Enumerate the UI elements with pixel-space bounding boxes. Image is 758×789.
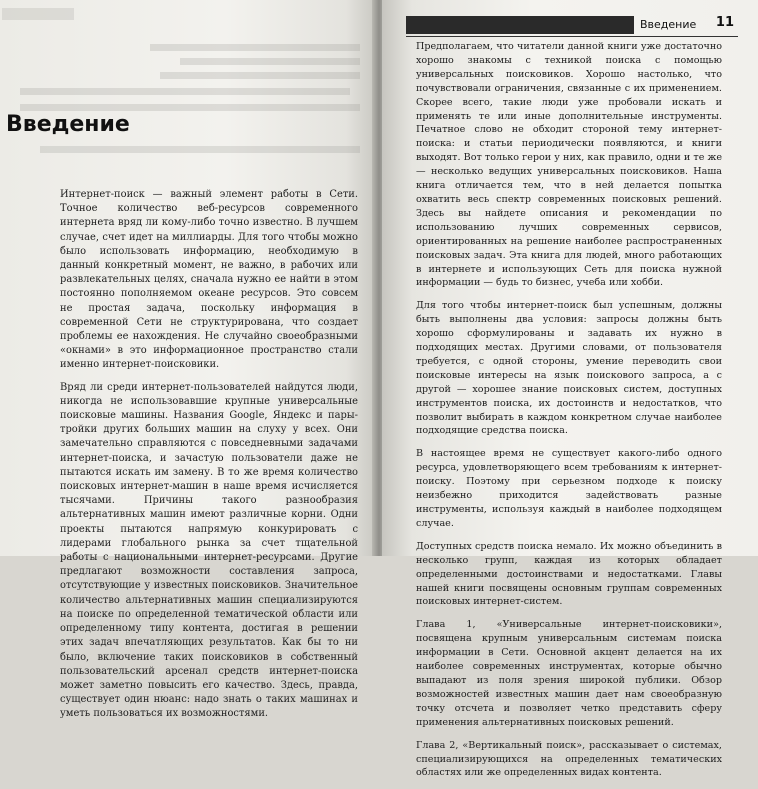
paragraph: В настоящее время не существует какого-либо одного ресурса, удовлетворяющего всем требованиям к интернет-поиску. Поэтому при серьезном подходе к поиску неизбежно приходится задействовать разные инструменты, используя каждый в наиболее подходящем случае.: [416, 448, 722, 529]
paragraph: Интернет-поиск — важный элемент работы в Сети. Точное количество веб-ресурсов современного интернета вряд ли кому-либо точно известно. В лучшем случае, счет идет на миллиарды. Для того чтобы можно было использовать информацию, необходимую в данный конкретный момент, не важно, в рабочих или развлекательных целях, сначала нужно ее найти в этом постоянно пополняемом океане ресурсов. Это совсем не простая задача, поскольку информация в современной Сети не структурирована, что создает проблемы ее нахождения. Не случайно своеобразными «окнами» в это информационное пространство стали именно интернет-поисковики.: [60, 189, 358, 371]
running-head-title: Введение: [640, 18, 697, 31]
left-page: [0, 0, 376, 720]
right-body-text: [416, 40, 722, 789]
running-head: [406, 14, 738, 37]
right-page: [382, 0, 758, 779]
paragraph: Вряд ли среди интернет-пользователей найдутся люди, никогда не использовавшие крупные универсальные поисковые машины. Названия Google, Яндекс и пары-тройки других больших машин на слуху у всех. Они замечательно справляются с повседневными задачами интернет-поиска, и зачастую пользователи даже не пытаются искать им замену. В то же время количество поисковых интернет-машин в наше время исчисляется тысячами. Причины такого разнообразия альтернативных машин имеют различные корни. Одни проекты пытаются напрямую конкурировать с лидерами глобального рынка за счет тщательной работы с национальными интернет-ресурсами. Другие предлагают возможности составления запроса, отсутствующие у известных поисковиков. Значительное количество альтернативных машин специализируются на поиске по определенной тематической области или определенному типу контента, достигая в решении этих задач впечатляющих результатов. Как бы то ни было, включение таких поисковиков в собственный пользовательский арсенал средств интернет-поиска может заметно повысить его качество. Здесь, правда, существует один нюанс: надо знать о таких машинах и уметь пользоваться их возможностями.: [60, 381, 358, 720]
left-body-text: [60, 188, 358, 730]
paragraph: Для того чтобы интернет-поиск был успешным, должны быть выполнены два условия: запросы должны быть хорошо сформулированы и задавать их нужно в подходящих местах. Другими словами, от пользователя требуется, с одной стороны, умение переводить свои поисковые интересы на язык поискового запроса, а с другой — хорошее знание поисковых систем, доступных инструментов поиска, их достоинств и недостатков, что позволит выбирать в каждом конкретном случае наиболее подходящие средства поиска.: [416, 300, 722, 437]
paragraph: Предполагаем, что читатели данной книги уже достаточно хорошо знакомы с техникой поиска с помощью универсальных поисковиков. Хорошо настолько, что почувствовали ограничения, связанные с их применением. Скорее всего, такие люди уже пробовали искать и применять те или иные дополнительные инструменты. Печатное слово не обходит стороной тему интернет-поиска: и статьи периодически появляются, и книги выходят. Вот только герои у них, как правило, одни и те же — несколько ведущих универсальных поисковиков. Наша книга отличается тем, что в ней делается попытка охватить весь спектр современных поисковых решений. Здесь вы найдете описания и рекомендации по использованию лучших современных сервисов, ориентированных на решение наиболее распространенных поисковых задач. Эта книга для людей, много работающих в интернете и использующих Сеть для поиска нужной информации — будь то бизнес, учеба или хобби.: [416, 41, 722, 289]
paragraph: Глава 2, «Вертикальный поиск», рассказывает о системах, специализирующихся на определенных тематических областях или же определенных видах контента.: [416, 739, 722, 779]
paragraph: Доступных средств поиска немало. Их можно объединить в несколько групп, каждая из которых обладает определенными достоинствами и недостатками. Главы нашей книги посвящены основным группам современных поисковых интернет-систем.: [416, 540, 722, 608]
page-number: 11: [715, 15, 734, 30]
running-head-bar: [406, 16, 634, 34]
paragraph: Глава 1, «Универсальные интернет-поисковики», посвящена крупным универсальным системам поиска информации в Сети. Основной акцент делается на их наиболее современных инструментах, которые обычно выпадают из поля зрения широкой публики. Обзор возможностей известных машин дает нам своеобразную точку отсчета и позволяет четко представить сферу применения альтернативных поисковых решений.: [416, 619, 722, 728]
chapter-title: Введение: [6, 112, 130, 137]
